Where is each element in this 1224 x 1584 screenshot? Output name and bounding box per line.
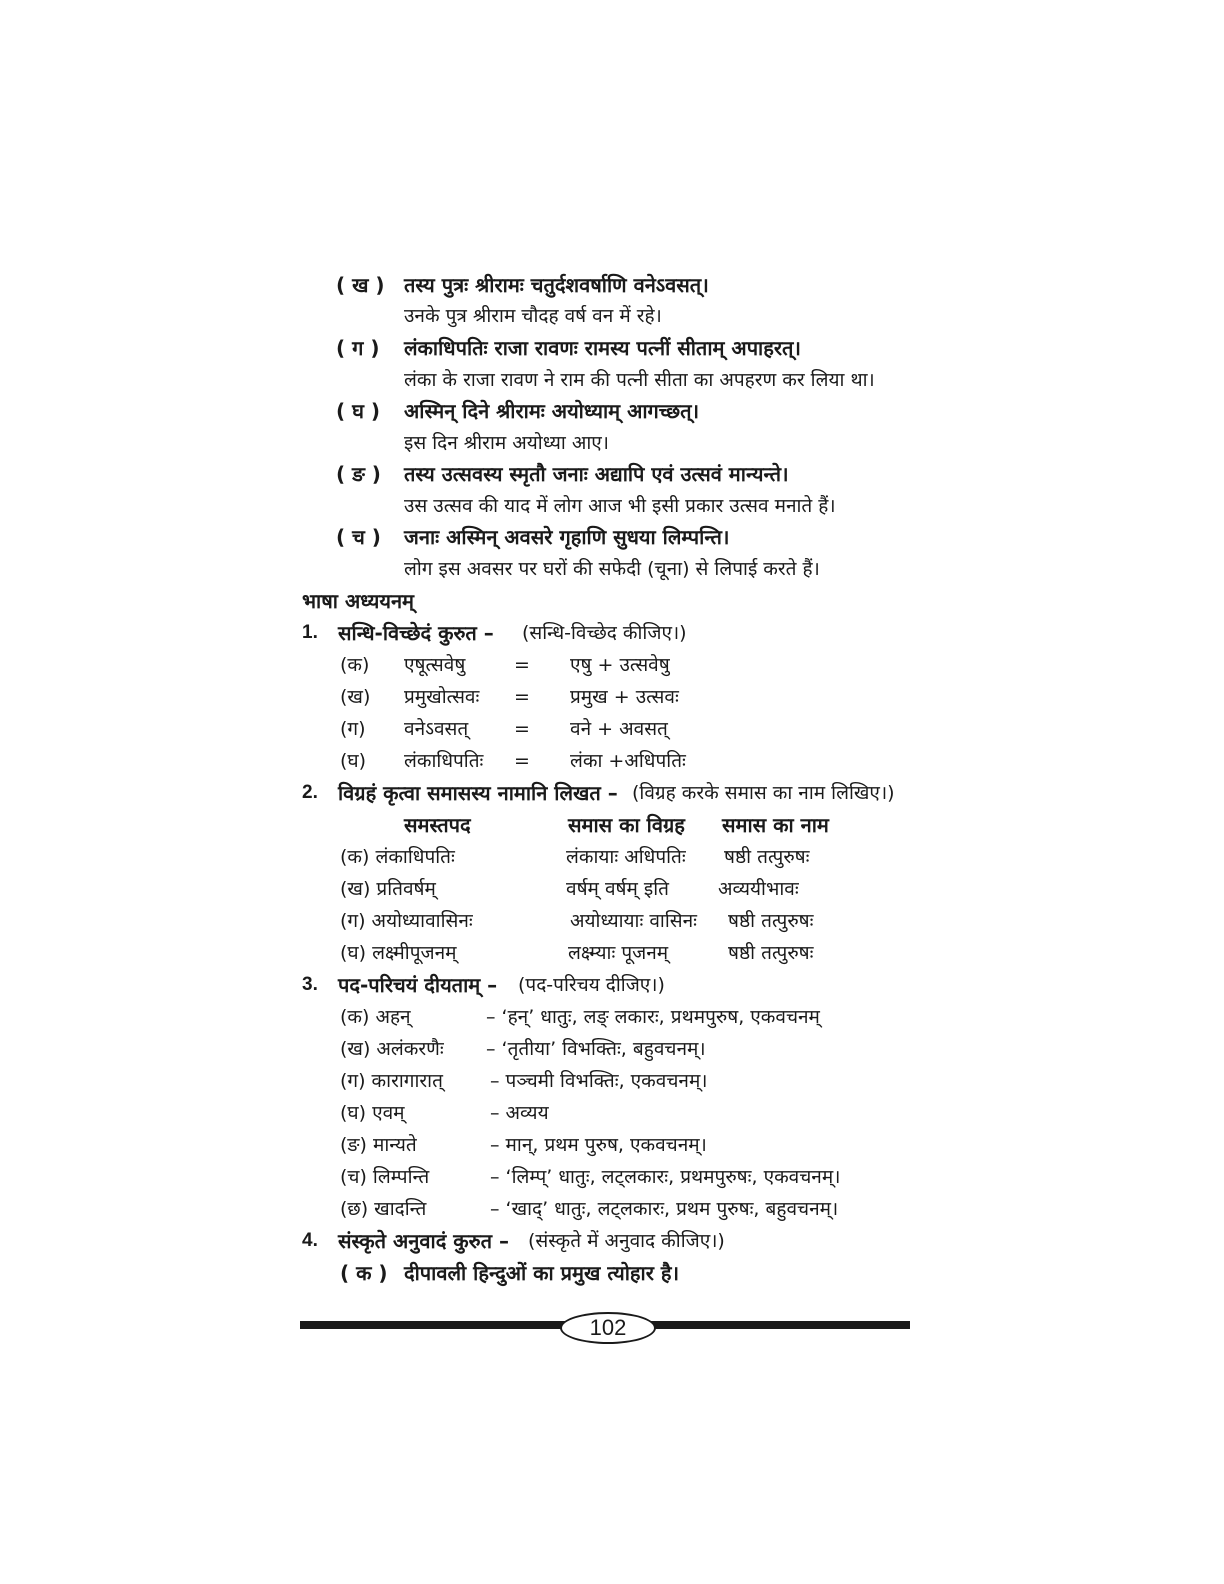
question-subtitle: (सन्धि-विच्छेद कीजिए।) [522, 622, 687, 644]
row-samas-name: षष्ठी तत्पुरुषः [724, 846, 810, 868]
column-header: समास का विग्रह [568, 813, 685, 837]
row-word: एषूत्सवेषु [404, 654, 466, 676]
row-samas-name: षष्ठी तत्पुरुषः [728, 910, 814, 932]
sentence-label: ( ख ) [336, 273, 385, 297]
row-word: (ग) अयोध्यावासिनः [340, 910, 473, 932]
question-title: संस्कृते अनुवादं कुरुत – [338, 1229, 509, 1253]
row-word: (ङ) मान्यते [340, 1134, 417, 1156]
sentence-hindi: उस उत्सव की याद में लोग आज भी इसी प्रकार उत्सव मनाते हैं। [404, 495, 836, 517]
row-description: – अव्यय [490, 1102, 549, 1124]
column-header: समास का नाम [722, 813, 829, 837]
question-number: 1. [302, 622, 318, 643]
question-subtitle: (संस्कृते में अनुवाद कीजिए।) [528, 1230, 725, 1252]
row-label: (घ) [340, 750, 367, 772]
row-description: – ‘हन्’ धातुः, लङ् लकारः, प्रथमपुरुष, एकवचनम् [486, 1006, 820, 1028]
page-number: 102 [560, 1312, 656, 1344]
question-title: विग्रहं कृत्वा समासस्य नामानि लिखत – [338, 781, 618, 805]
row-word: (घ) लक्ष्मीपूजनम् [340, 942, 457, 964]
sentence-label: ( ङ ) [336, 462, 381, 486]
sentence-hindi: इस दिन श्रीराम अयोध्या आए। [404, 432, 609, 454]
question-title: सन्धि-विच्छेदं कुरुत – [338, 621, 494, 645]
row-description: – ‘तृतीया’ विभक्तिः, बहुवचनम्। [486, 1038, 706, 1060]
sentence-label: ( च ) [336, 525, 381, 549]
sentence-sanskrit: जनाः अस्मिन् अवसरे गृहाणि सुधया लिम्पन्ति। [404, 525, 730, 549]
row-label: (क) [340, 654, 370, 676]
sentence-hindi: उनके पुत्र श्रीराम चौदह वर्ष वन में रहे। [404, 305, 662, 327]
row-equals: = [514, 686, 530, 708]
section-title: भाषा अध्ययनम् [302, 589, 415, 613]
row-vigraha: वर्षम् वर्षम् इति [566, 878, 669, 900]
item-label: ( क ) [340, 1261, 388, 1285]
question-number: 4. [302, 1230, 318, 1251]
question-number: 2. [302, 782, 318, 803]
row-description: – पञ्चमी विभक्तिः, एकवचनम्। [490, 1070, 708, 1092]
row-word: (ख) प्रतिवर्षम् [340, 878, 436, 900]
row-samas-name: षष्ठी तत्पुरुषः [728, 942, 814, 964]
sentence-sanskrit: तस्य उत्सवस्य स्मृतौ जनाः अद्यापि एवं उत्सवं मान्यन्ते। [404, 462, 789, 486]
sentence-hindi: लंका के राजा रावण ने राम की पत्नी सीता का अपहरण कर लिया था। [404, 369, 875, 391]
row-split: वने + अवसत् [570, 718, 668, 740]
row-word: (क) अहन् [340, 1006, 411, 1028]
row-split: प्रमुख + उत्सवः [570, 686, 679, 708]
question-number: 3. [302, 974, 318, 995]
row-equals: = [514, 718, 530, 740]
row-description: – मान्, प्रथम पुरुष, एकवचनम्। [490, 1134, 707, 1156]
row-word: लंकाधिपतिः [404, 750, 484, 772]
item-text: दीपावली हिन्दुओं का प्रमुख त्योहार है। [404, 1261, 680, 1285]
question-title: पद-परिचयं दीयताम् – [338, 973, 498, 997]
sentence-sanskrit: लंकाधिपतिः राजा रावणः रामस्य पत्नीं सीताम् अपाहरत्। [404, 336, 802, 360]
sentence-hindi: लोग इस अवसर पर घरों की सफेदी (चूना) से लिपाई करते हैं। [404, 558, 820, 580]
row-word: (च) लिम्पन्ति [340, 1166, 430, 1188]
row-word: (छ) खादन्ति [340, 1198, 427, 1220]
row-word: प्रमुखोत्सवः [404, 686, 480, 708]
row-word: (ख) अलंकरणैः [340, 1038, 444, 1060]
row-description: – ‘खाद्’ धातुः, लट्लकारः, प्रथम पुरुषः, बहुवचनम्। [490, 1198, 839, 1220]
sentence-label: ( घ ) [336, 399, 381, 423]
row-equals: = [514, 654, 530, 676]
row-split: लंका +अधिपतिः [570, 750, 686, 772]
row-description: – ‘लिम्प्’ धातुः, लट्लकारः, प्रथमपुरुषः, एकवचनम्। [490, 1166, 841, 1188]
row-label: (ग) [340, 718, 366, 740]
sentence-sanskrit: तस्य पुत्रः श्रीरामः चतुर्दशवर्षाणि वनेऽवसत्। [404, 273, 709, 297]
row-word: वनेऽवसत् [404, 718, 469, 740]
column-header: समस्तपद [404, 813, 471, 837]
sentence-sanskrit: अस्मिन् दिने श्रीरामः अयोध्याम् आगच्छत्। [404, 399, 700, 423]
row-equals: = [514, 750, 530, 772]
question-subtitle: (विग्रह करके समास का नाम लिखिए।) [632, 782, 895, 804]
row-samas-name: अव्ययीभावः [718, 878, 799, 900]
sentence-label: ( ग ) [336, 336, 380, 360]
row-vigraha: लंकायाः अधिपतिः [566, 846, 686, 868]
row-vigraha: अयोध्यायाः वासिनः [570, 910, 697, 932]
question-subtitle: (पद-परिचय दीजिए।) [518, 974, 665, 996]
row-word: (क) लंकाधिपतिः [340, 846, 455, 868]
row-split: एषु + उत्सवेषु [570, 654, 670, 676]
row-word: (घ) एवम् [340, 1102, 405, 1124]
row-label: (ख) [340, 686, 371, 708]
row-vigraha: लक्ष्म्याः पूजनम् [568, 942, 669, 964]
row-word: (ग) कारागारात् [340, 1070, 443, 1092]
